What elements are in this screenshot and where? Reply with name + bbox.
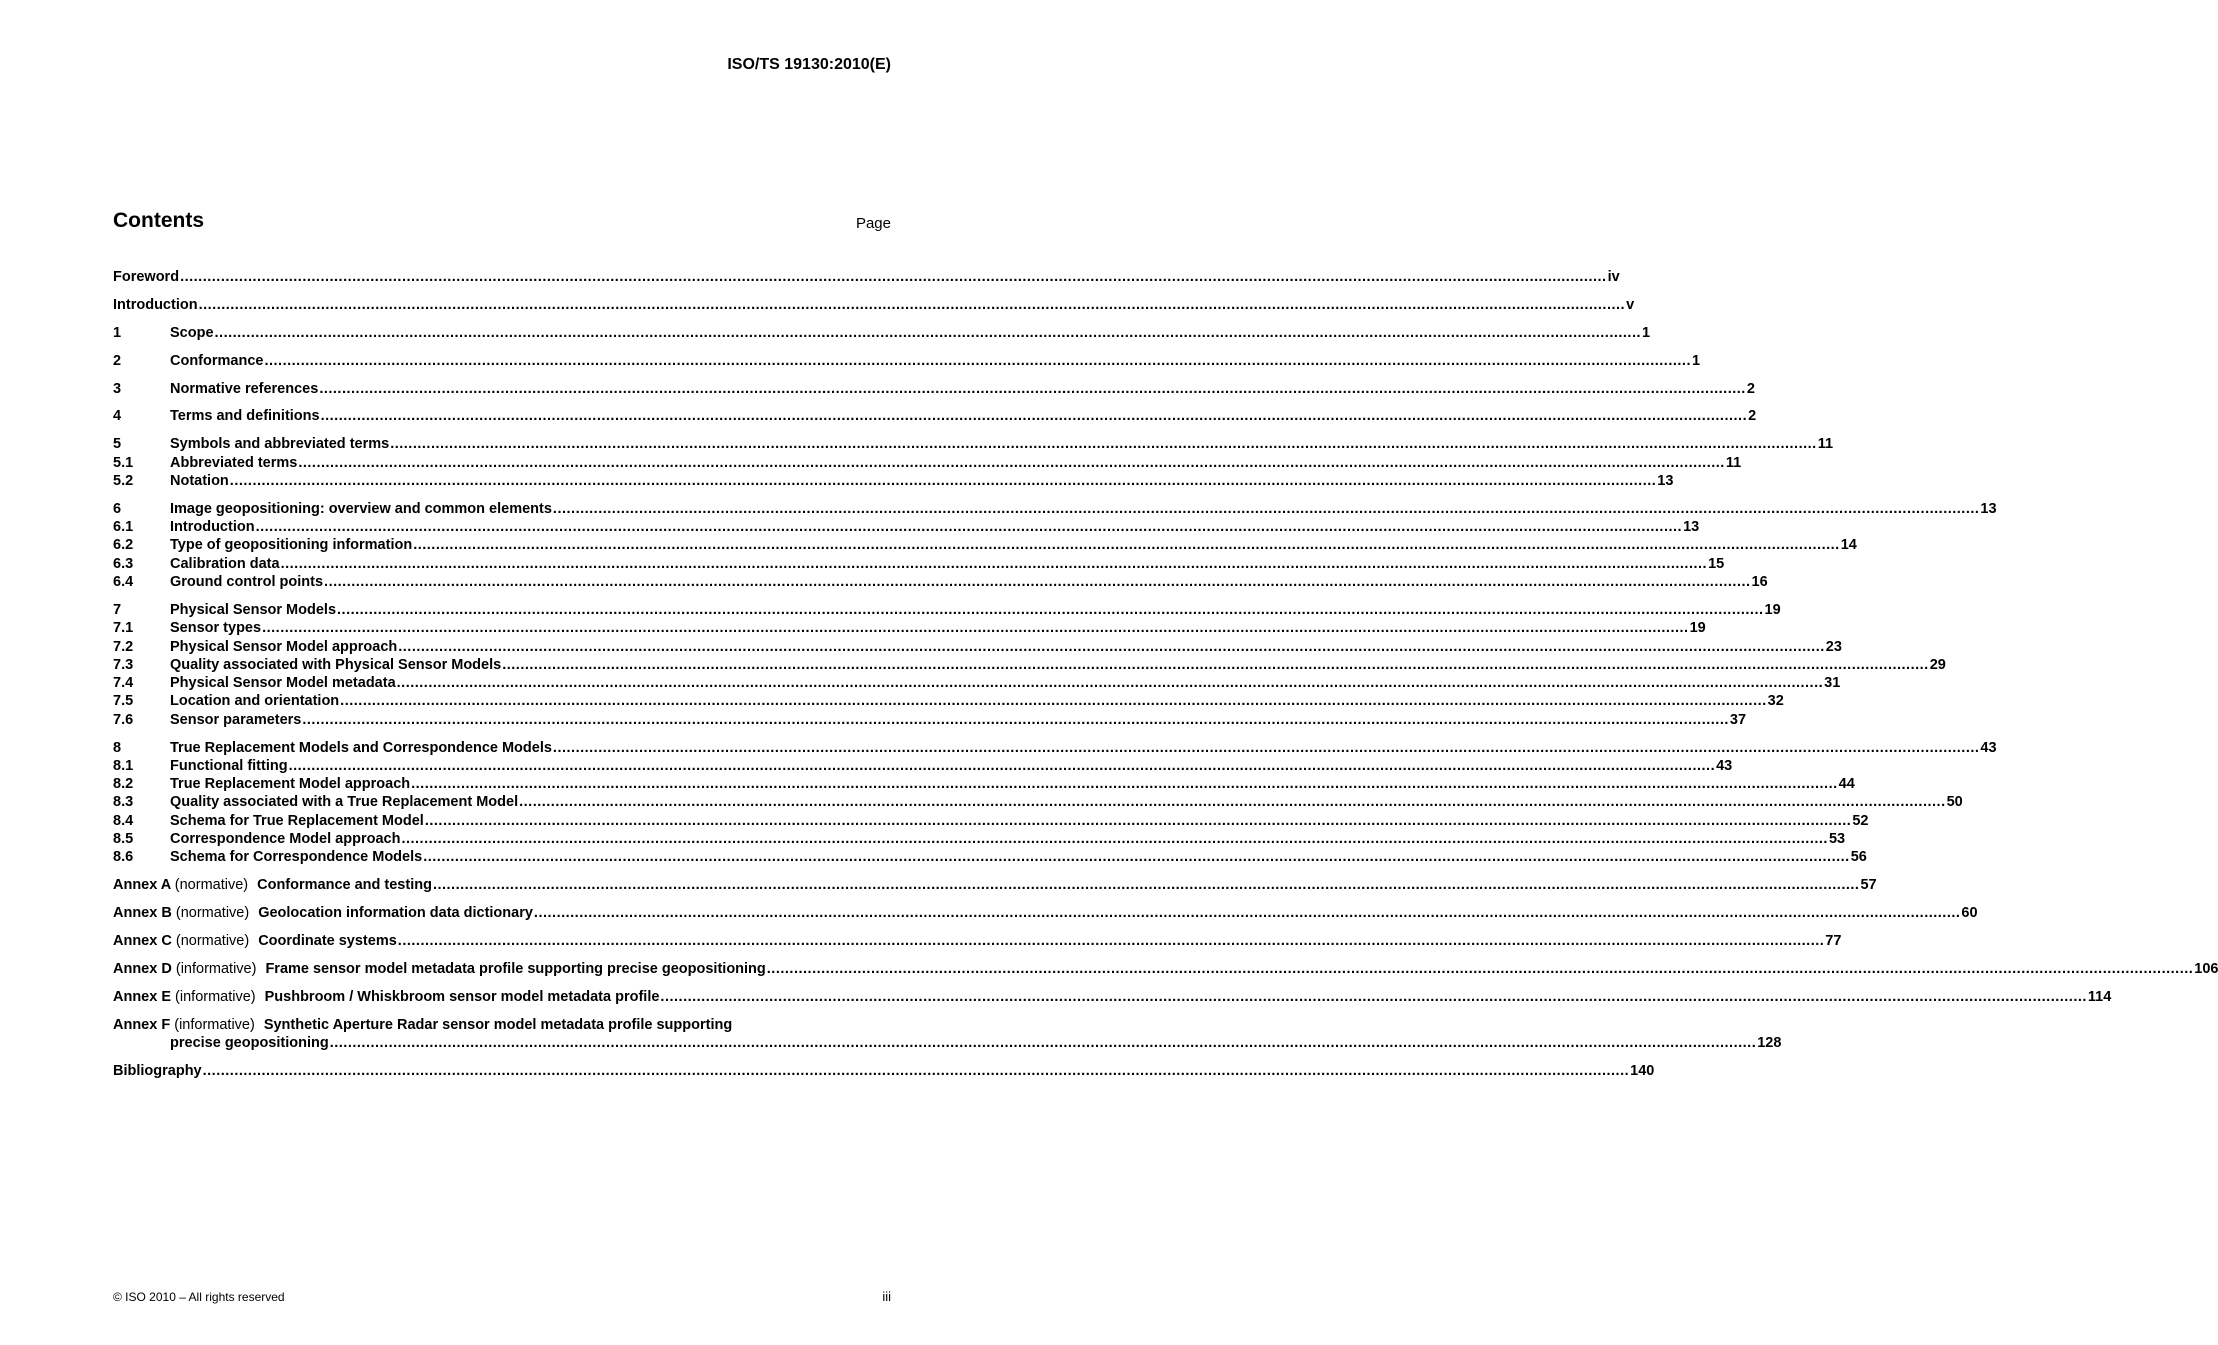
dot-leader [398,932,1825,950]
toc-annex-c[interactable] [113,932,1842,950]
toc-entry-number: 8.3 [113,794,134,811]
dot-leader [203,1062,1630,1080]
toc-entry-title: Synthetic Aperture Radar sensor model metadata profile supporting [263,1016,733,1033]
dot-leader [199,296,1626,314]
annex-label: Annex B (normative) [113,905,250,922]
toc-entry-page: 13 [1980,500,1997,517]
toc-entry[interactable] [113,472,1674,490]
dot-leader [534,904,1961,922]
contents-title: Contents [113,209,204,232]
toc-entry-title: Introduction [113,296,198,313]
toc-entry-number: 7.2 [113,638,134,655]
dot-leader [180,268,1607,286]
toc-entry-title: Ground control points [170,574,324,591]
dot-leader [397,674,1824,692]
toc-entry[interactable] [113,500,1997,518]
toc-entry-title: Geolocation information data dictionary [258,905,533,922]
toc-entry-number: 6.2 [113,537,134,554]
toc-entry-number: 5 [113,436,122,453]
toc-entry-title: Image geopositioning: overview and common elements [170,500,552,517]
toc-entry-page: 2 [1748,408,1757,425]
toc-entry-number: 4 [113,408,122,425]
dot-leader [398,638,1825,656]
dot-leader [230,472,1657,490]
annex-label: Annex C (normative) [113,933,250,950]
toc-entry[interactable] [113,692,1784,710]
toc-entry-title: Calibration data [170,555,280,572]
toc-entry[interactable] [113,407,1757,425]
toc-annex-b[interactable] [113,904,1978,922]
dot-leader [337,601,1764,619]
toc-entry-number: 7.1 [113,620,134,637]
toc-entry-title: Abbreviated terms [170,454,298,471]
toc-entry-page: 50 [1946,794,1963,811]
document-id-header: ISO/TS 19130:2010(E) [727,56,891,73]
toc-entry-title: Scope [170,324,214,341]
toc-entry-title: Schema for True Replacement Model [170,812,424,829]
toc-entry-page: 13 [1657,472,1674,489]
toc-entry[interactable] [113,793,1963,811]
toc-entry[interactable] [113,536,1857,554]
toc-entry-page: 32 [1767,693,1784,710]
toc-annex-e[interactable] [113,988,2112,1006]
page-number: iii [882,1289,891,1304]
toc-entry-page: 128 [1757,1035,1782,1051]
toc-entry-number: 7 [113,601,122,618]
toc-entry-page: 37 [1729,711,1747,728]
toc-entry-number: 1 [113,324,122,341]
dot-leader [289,757,1716,775]
toc-entry[interactable] [113,739,1997,757]
toc-entry[interactable] [113,601,1781,619]
toc-entry-title: Schema for Correspondence Models [170,849,423,866]
toc-entry-number: 7.5 [113,693,134,710]
toc-entry-number: 8.1 [113,757,134,774]
toc-annex-a[interactable] [113,876,1877,894]
toc-entry-page: 1 [1691,352,1701,369]
toc-entry-page: v [1626,296,1635,313]
toc-entry-title: Functional fitting [170,757,288,774]
toc-entry-title-continuation: precise geopositioning [170,1035,329,1051]
toc-entry-page: 11 [1817,436,1834,453]
toc-entry[interactable] [113,555,1725,573]
annex-label: Annex D (informative) [113,960,257,977]
toc-entry-page: 2 [1746,380,1755,397]
dot-leader [302,711,1729,729]
dot-leader [319,380,1746,398]
toc-entry[interactable] [113,830,1846,848]
annex-label: Annex F (informative) [113,1016,255,1033]
dot-leader [553,739,1980,757]
toc-entry[interactable] [113,518,1700,536]
toc-entry-bibliography[interactable] [113,1062,1655,1080]
toc-entry-page: 1 [1642,324,1651,341]
toc-entry-title: Location and orientation [170,693,340,710]
toc-entry[interactable] [113,656,1946,674]
toc-entry-number: 8.5 [113,831,134,848]
dot-leader [281,555,1708,573]
toc-annex-d[interactable] [113,960,2218,978]
toc-entry-page: 13 [1683,519,1700,536]
dot-leader [321,407,1748,425]
toc-entry-page: 15 [1708,555,1725,572]
dot-leader [264,352,1691,370]
toc-entry-page: 11 [1725,454,1742,471]
toc-entry[interactable] [113,352,1701,370]
toc-entry-title: Physical Sensor Model approach [170,638,398,655]
toc-entry-title: Notation [170,472,229,489]
toc-annex-f-continuation[interactable] [113,1034,1782,1052]
toc-entry-page: iv [1607,269,1620,285]
toc-entry-page: 19 [1689,620,1706,637]
toc-entry-page: 114 [2087,988,2112,1005]
toc-entry-number: 6.3 [113,555,134,572]
dot-leader [660,988,2087,1006]
dot-leader [423,848,1850,866]
copyright-notice: © ISO 2010 – All rights reserved [113,1290,285,1304]
dot-leader [330,1034,1757,1052]
toc-entry-number: 8.6 [113,849,134,866]
dot-leader [401,830,1828,848]
toc-entry-number: 8.4 [113,812,134,829]
dot-leader [298,454,1725,472]
toc-annex-f[interactable] [113,1016,891,1034]
annex-label: Annex A (normative) [113,877,249,894]
dot-leader [390,435,1817,453]
toc-entry-title: Frame sensor model metadata profile supporting precise geopositioning [265,960,766,977]
dot-leader [262,619,1689,637]
toc-entry-title: Conformance [170,352,264,369]
toc-entry-title: Coordinate systems [258,933,397,950]
toc-entry[interactable] [113,757,1733,775]
toc-entry-number: 5.1 [113,454,134,471]
toc-entry-page: 44 [1838,776,1855,793]
dot-leader [425,812,1852,830]
toc-entry-page: 140 [1630,1062,1655,1079]
dot-leader [413,536,1840,554]
toc-entry-title: Conformance and testing [257,877,432,894]
toc-entry[interactable] [113,573,1768,591]
dot-leader [324,573,1751,591]
toc-entry[interactable] [113,812,1869,830]
toc-entry[interactable] [113,674,1841,692]
toc-entry-page: 53 [1828,831,1846,848]
toc-entry-number: 7.4 [113,675,134,692]
toc-entry-title: Sensor types [170,620,262,637]
toc-entry-number: 7.3 [113,656,134,673]
dot-leader [340,692,1767,710]
toc-entry[interactable] [113,638,1842,656]
toc-entry[interactable] [113,775,1855,793]
toc-entry-page: 31 [1824,675,1841,692]
dot-leader [411,775,1838,793]
toc-entry-title: Bibliography [113,1062,202,1079]
toc-entry-title: True Replacement Model approach [170,776,411,793]
toc-entry-title: True Replacement Models and Correspondence Models [170,739,552,756]
toc-entry-title: Correspondence Model approach [170,831,401,848]
annex-label: Annex E (informative) [113,988,256,1005]
toc-entry-title: Normative references [170,380,319,397]
toc-entry-page: 16 [1751,574,1768,591]
toc-entry[interactable] [113,848,1867,866]
dot-leader [256,518,1683,536]
toc-entry[interactable] [113,711,1747,729]
toc-entry-page: 43 [1716,757,1733,774]
dot-leader [433,876,1860,894]
toc-entry-page: 77 [1825,933,1842,950]
toc-entry-title: Physical Sensor Model metadata [170,675,396,692]
toc-entry-number: 3 [113,380,122,397]
toc-entry-introduction[interactable] [113,296,1635,314]
toc-entry-number: 2 [113,352,122,369]
toc-entry-number: 8.2 [113,776,134,793]
toc-entry-title: Physical Sensor Models [170,601,337,618]
toc-entry[interactable] [113,324,1651,342]
toc-entry-number: 5.2 [113,472,134,489]
dot-leader [519,793,1946,811]
dot-leader [553,500,1980,518]
toc-entry-page: 23 [1825,638,1842,655]
toc-entry-title: Introduction [170,519,255,536]
page-column-label: Page [855,215,891,232]
dot-leader [502,656,1929,674]
toc-entry-number: 6.4 [113,574,134,591]
toc-entry-title: Type of geopositioning information [170,537,413,554]
toc-entry-page: 56 [1850,849,1867,866]
toc-entry-page: 43 [1980,739,1997,756]
toc-entry[interactable] [113,619,1706,637]
toc-entry-title: Quality associated with a True Replacement Model [170,794,519,811]
toc-entry-title: Symbols and abbreviated terms [170,436,390,453]
toc-entry-number: 6.1 [113,519,134,536]
dot-leader [767,960,2194,978]
toc-entry-title: Terms and definitions [170,408,320,425]
toc-entry-title: Quality associated with Physical Sensor Models [170,656,502,673]
toc-entry[interactable] [113,454,1742,472]
toc-entry-page: 29 [1929,656,1946,673]
toc-entry-page: 14 [1840,537,1857,554]
toc-entry-number: 7.6 [113,711,134,728]
toc-entry-title: Sensor parameters [170,711,302,728]
toc-entry-page: 19 [1764,601,1781,618]
toc-entry-number: 8 [113,739,122,756]
toc-entry[interactable] [113,380,1755,398]
toc-entry-page: 52 [1852,812,1869,829]
dot-leader [215,324,1642,342]
toc-entry-page: 60 [1961,905,1978,922]
toc-entry-page: 106 [2194,960,2218,977]
toc-entry[interactable] [113,435,1834,453]
toc-entry-foreword[interactable] [113,268,1620,286]
table-of-contents [113,268,2218,1080]
toc-entry-page: 57 [1860,877,1877,894]
toc-entry-title: Foreword [113,269,180,285]
toc-entry-title: Pushbroom / Whiskbroom sensor model metadata profile [264,988,660,1005]
toc-entry-number: 6 [113,500,122,517]
